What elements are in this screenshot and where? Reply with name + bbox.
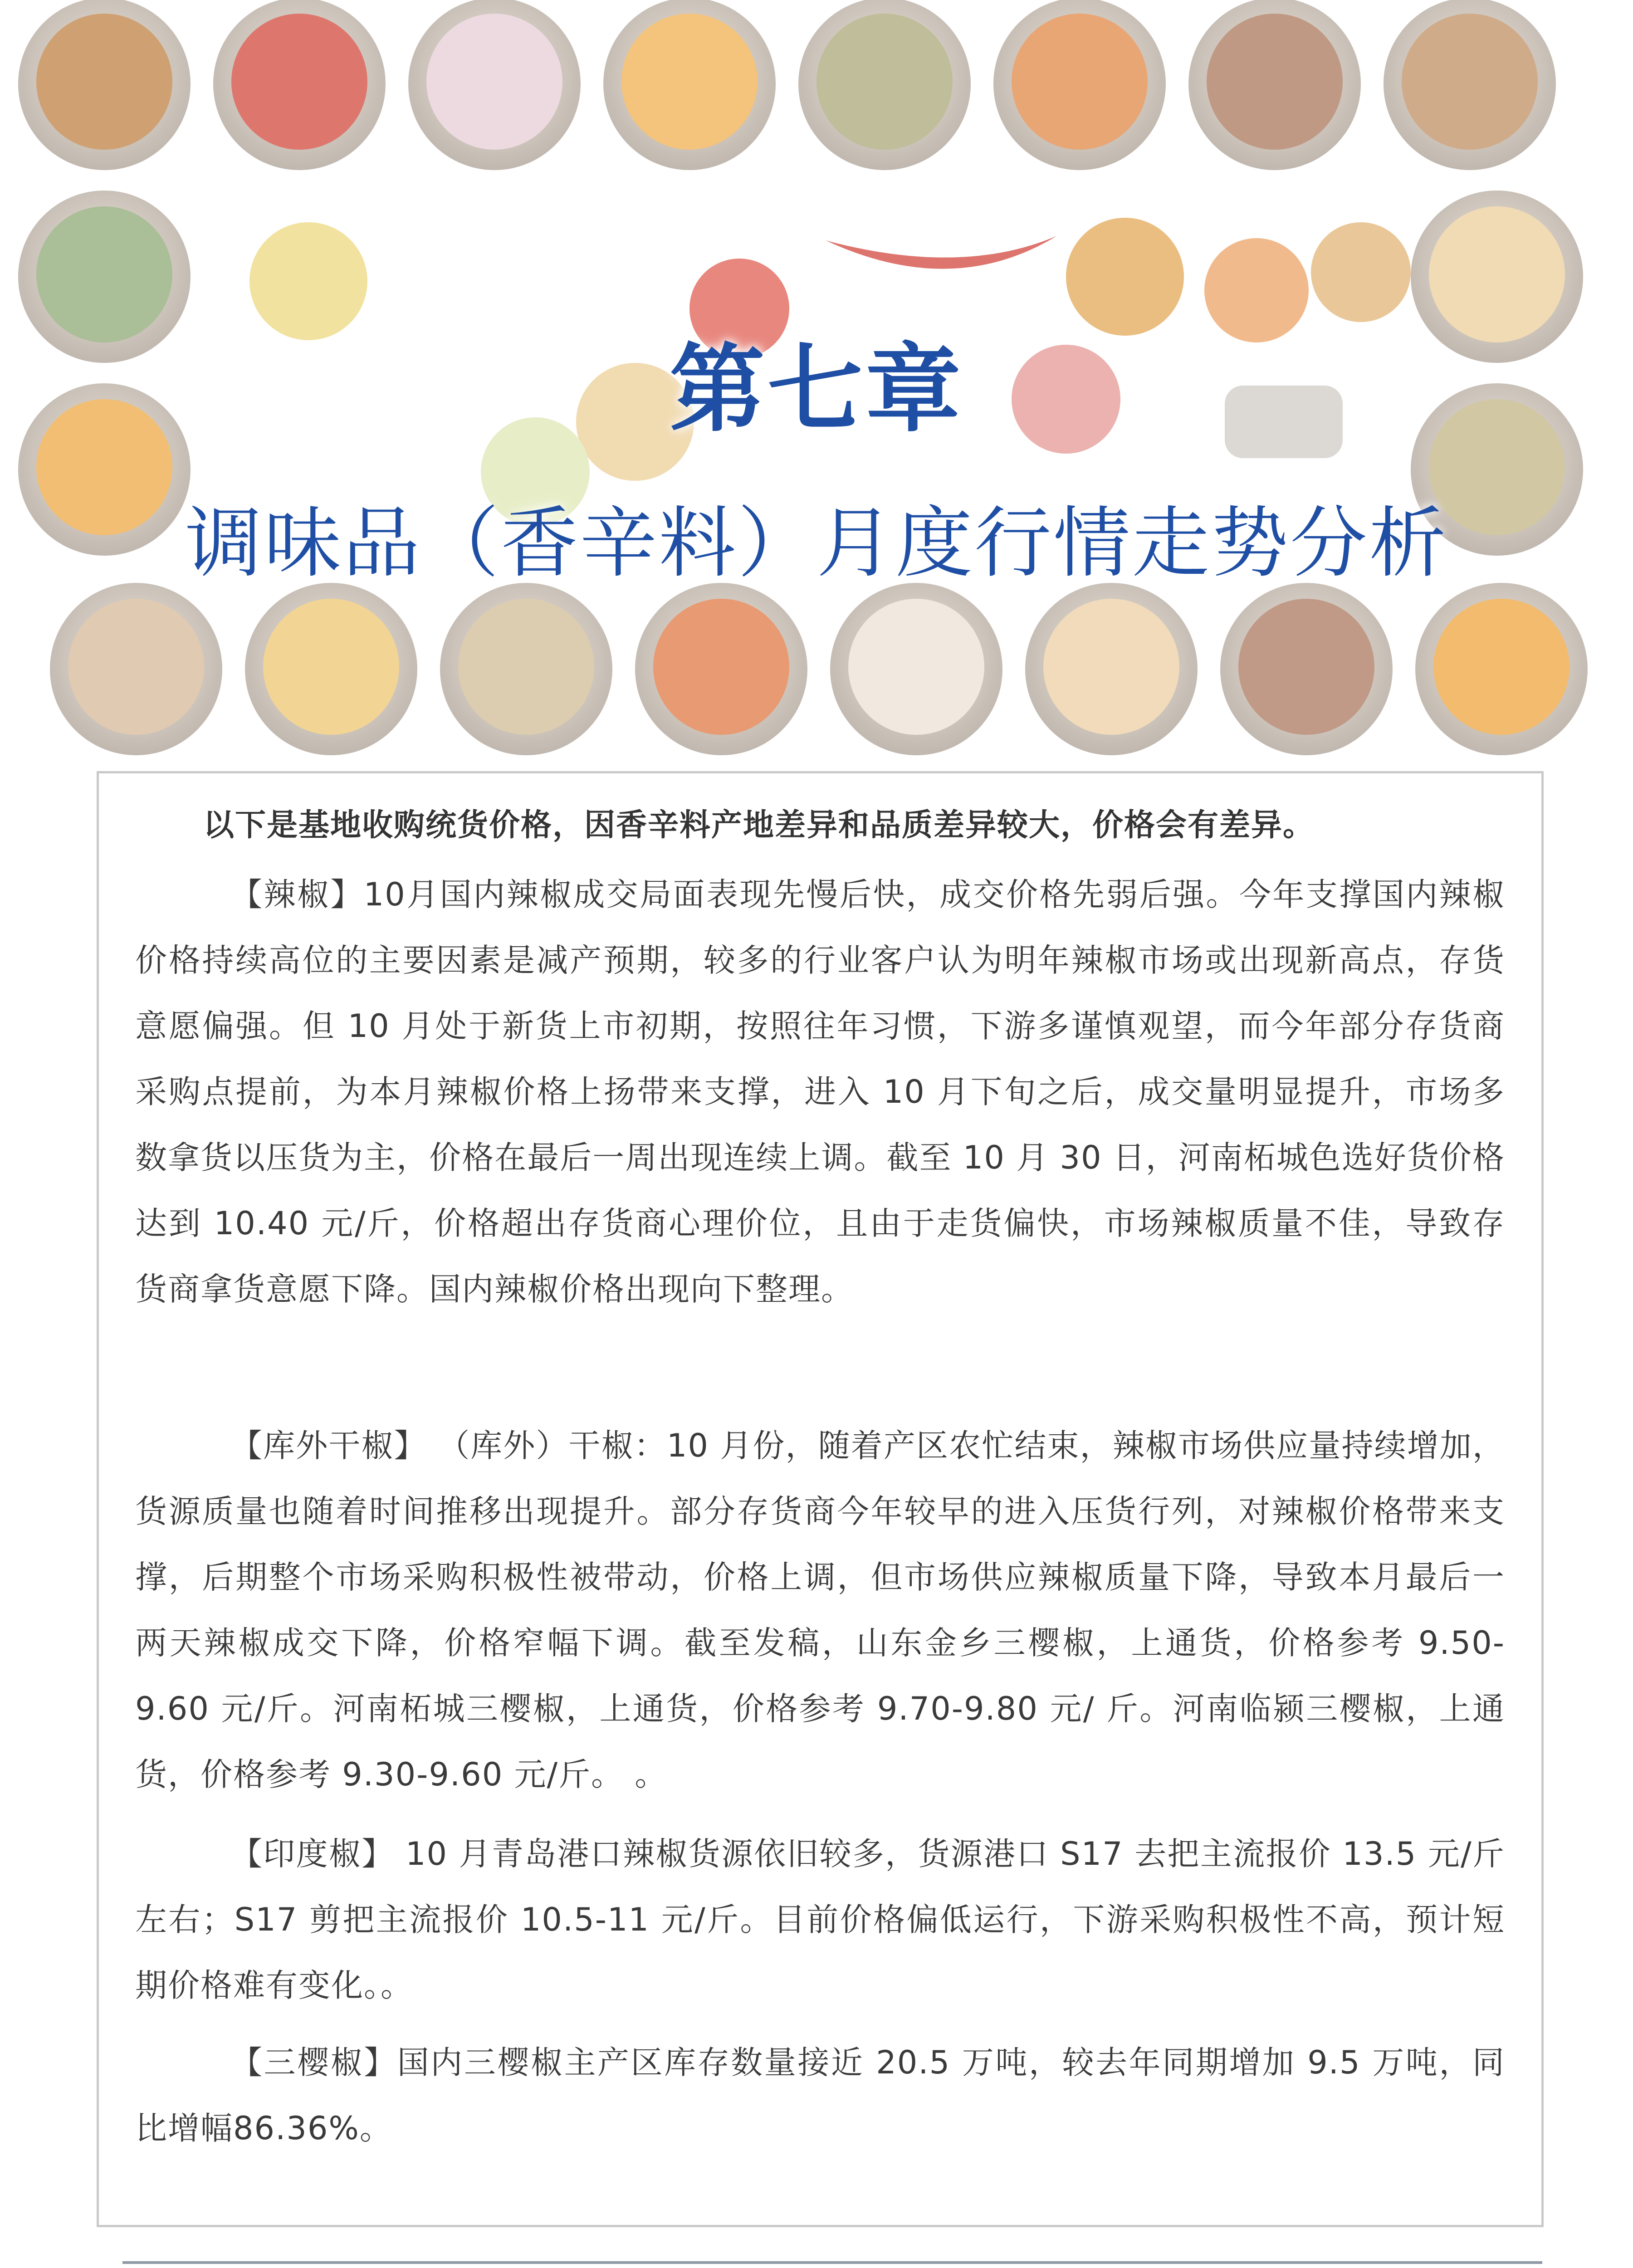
paragraph-indian-chili: 【印度椒】 10 月青岛港口辣椒货源依旧较多，货源港口 S17 去把主流报价 13.5 元/斤左右；S17 剪把主流报价 10.5-11 元/斤。目前价格偏低运行，下游采购积极性不高，预计短期价格难有变化。。 (135, 1835, 1505, 2004)
content-box (97, 771, 1544, 2227)
chapter-title: 调味品（香辛料）月度行情走势分析 (185, 499, 1448, 588)
chapter-heading: 第七章 (669, 334, 963, 445)
paragraph-sanying-chili: 【三樱椒】国内三樱椒主产区库存数量接近 20.5 万吨，较去年同期增加 9.5 万吨，同比增幅86.36%。 (135, 2044, 1505, 2147)
intro-note: 以下是基地收购统货价格，因香辛料产地差异和品质差异较大，价格会有差异。 (203, 807, 1315, 843)
paragraph-dried-chili: 【库外干椒】 （库外）干椒：10 月份，随着产区农忙结束，辣椒市场供应量持续增加，货源质量也随着时间推移出现提升。部分存货商今年较早的进入压货行列，对辣椒价格带来支撑，后期整个市场采购积极性被带动，价格上调，但市场供应辣椒质量下降，导致本月最后一两天辣椒成交下降，价格窄幅下调。截至发稿，山东金乡三樱椒，上通货，价格参考 9.50-9.60 元/斤。河南柘城三樱椒，上通货，价格参考 9.70-9.80 元/ 斤。河南临颍三樱椒，上通货，价格参考 9.30-9.60 元/斤。 。 (135, 1427, 1505, 1793)
paragraph-chili: 【辣椒】10月国内辣椒成交局面表现先慢后快，成交价格先弱后强。今年支撑国内辣椒价格持续高位的主要因素是减产预期，较多的行业客户认为明年辣椒市场或出现新高点，存货意愿偏强。但 10 月处于新货上市初期，按照往年习惯，下游多谨慎观望，而今年部分存货商采购点提前，为本月辣椒价格上扬带来支撑，进入 10 月下旬之后，成交量明显提升，市场多数拿货以压货为主，价格在最后一周出现连续上调。截至 10 月 30 日，河南柘城色选好货价格达到 10.40 元/斤，价格超出存货商心理价位，且由于走货偏快，市场辣椒质量不佳，导致存货商拿货意愿下降。国内辣椒价格出现向下整理。 (135, 876, 1505, 1308)
footer-rule (122, 2261, 1542, 2264)
